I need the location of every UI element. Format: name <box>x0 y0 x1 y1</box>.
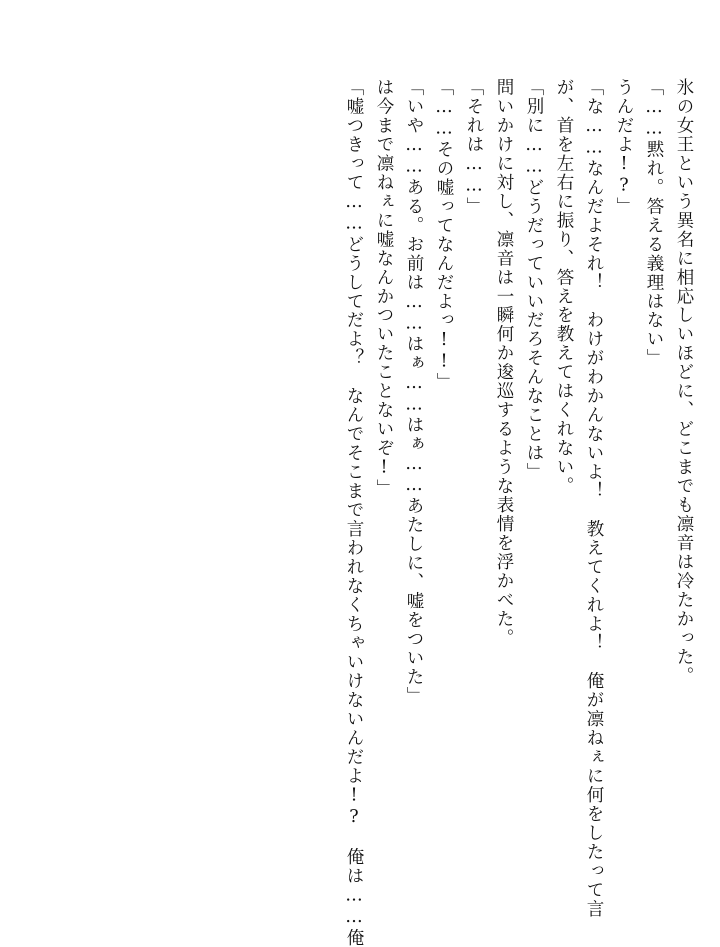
text-column: 「それは……」 <box>464 78 484 216</box>
text-column: 「別に……どうだっていいだろそんなことは」 <box>524 78 544 482</box>
text-column: 「いや……ある。お前は……はぁ……はぁ……あたしに、嘘をついた」 <box>404 78 424 706</box>
text-column: 「な……なんだよそれ！ わけがわかんないよ！ 教えてくれよ！ 俺が凛ねぇに何をしたって言 <box>584 78 604 919</box>
text-column: 氷の女王という異名に相応しいほどに、どこまでも凛音は冷たかった。 <box>674 78 694 686</box>
text-column: が、首を左右に振り、答えを教えてはくれない。 <box>554 78 574 496</box>
vertical-text-body <box>332 78 694 947</box>
text-column: 問いかけに対し、凛音は一瞬何か逡巡するような表情を浮かべた。 <box>494 78 514 648</box>
text-column: うんだよ!?」 <box>614 78 634 216</box>
text-column: 「……黙れ。答える義理はない」 <box>644 78 664 368</box>
text-column: は今まで凛ねぇに嘘なんかついたことないぞ!」 <box>374 78 394 499</box>
text-column: 「嘘つきって……どうしてだよ？ なんでそこまで言われなくちゃいけないんだよ!? 俺は……俺 <box>344 78 364 947</box>
text-column: 「……その嘘ってなんだよっ!!」 <box>434 78 454 392</box>
